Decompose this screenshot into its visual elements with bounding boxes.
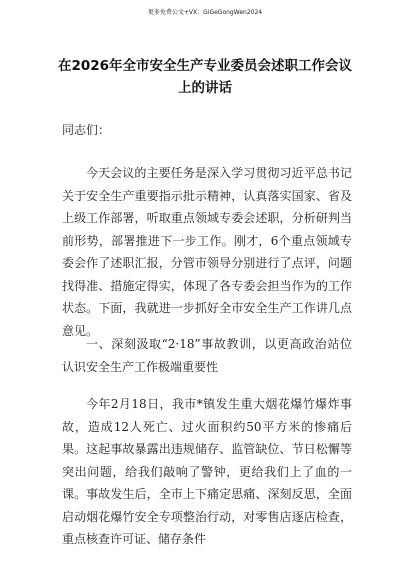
salutation: 同志们： bbox=[62, 123, 111, 137]
section-heading: 一、深刻汲取“2·18”事故教训，以更高政治站位认识安全生产工作极端重要性 bbox=[62, 337, 352, 374]
document-title: 在2026年全市安全生产专业委员会述职工作会议上的讲话 bbox=[57, 58, 353, 96]
section-paragraph: 今年2月18日，我市*镇发生重大烟花爆竹爆炸事故，造成12人死亡、过火面积约50平方米的惨痛后果。这起事故暴露出违规储存、监管缺位、节日松懈等突出问题，给我们敲响了警钟，更给我们上了血的一课。事故发生后，全市上下痛定思痛、深刻反思，全面启动烟花爆竹安全专项整治行动，对零售店逐店检查，重点核查许可证、储存条件 bbox=[62, 397, 352, 546]
header-note: 更多免费公文+VX：GiGeGongWen2024 bbox=[147, 9, 263, 16]
intro-paragraph: 今天会议的主要任务是深入学习贯彻习近平总书记关于安全生产重要指示批示精神，认真落实国家、省及上级工作部署，听取重点领域专委会述职，分析研判当前形势，部署推进下一步工作。刚才，6个重点领域专委会作了述职汇报，分管市领导分别进行了点评，问题找得准、措施定得实，体现了各专委会担当作为的工作状态。下面，我就进一步抓好全市安全生产工作讲几点意见。 bbox=[62, 166, 352, 338]
